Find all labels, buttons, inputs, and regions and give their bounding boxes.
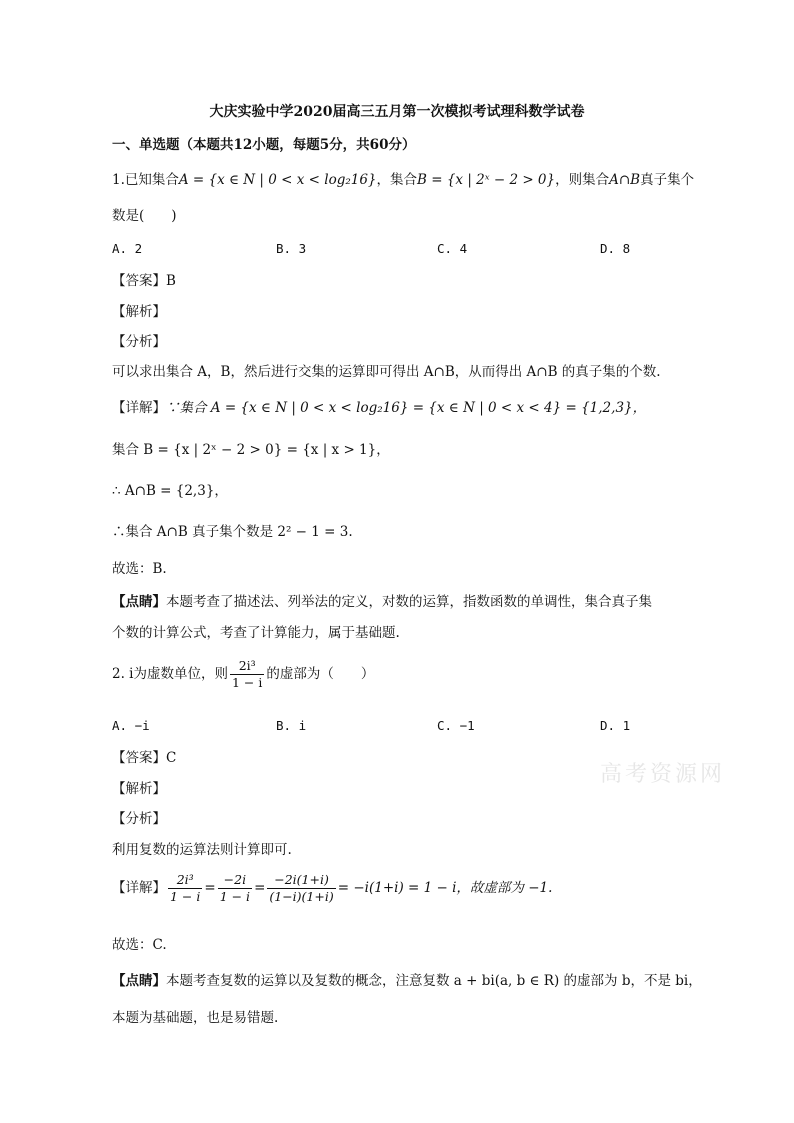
q1-stem-tail: 真子集个 [640,172,695,188]
q2-detail-line [112,872,552,905]
q1-answer: 【答案】B [112,273,176,289]
q1-comment1: 本题考查了描述法、列举法的定义，对数的运算，指数函数的单调性，集合真子集 [166,594,652,610]
q2-stem [112,658,374,691]
q2-analysis: 利用复数的运算法则计算即可. [112,842,292,858]
q1-stem-suffix: ，则集合 [555,172,610,188]
q2-jiexi: 【解析】 [112,781,166,797]
q1-detail1: ∵集合 A = {x ∈ N | 0 < x < log₂16} = {x ∈ N | 0 < x < 4} = {1,2,3}， [166,400,647,416]
q2-detail-frac1 [168,872,202,905]
q2-answer: 【答案】C [112,750,177,766]
q2-f2-num: −2i [218,872,252,889]
q1-detail3: ∴ A∩B = {2,3}， [112,483,228,499]
q2-detail-label: 【详解】 [112,880,166,896]
q2-eq-sign-1: = [204,880,216,896]
q2-fraction [230,658,264,691]
q2-option-c: C. −1 [437,718,475,733]
q1-stem-line2: 数是( ) [112,208,177,224]
q1-comment2: 个数的计算公式，考查了计算能力，属于基础题. [112,625,400,641]
q1-jiexi: 【解析】 [112,304,166,320]
q2-detail-frac2 [218,872,252,905]
q2-comment-line1 [112,973,702,989]
q2-f1-den: 1 − i [170,889,201,904]
q2-eq-sign-2: = [254,880,266,896]
q2-detail-tail: = −i(1+i) = 1 − i，故虚部为 −1. [337,880,553,896]
q1-intersect: A∩B [609,172,641,188]
q2-stem-suffix: 的虚部为（ ） [266,666,375,682]
q1-stem-prefix: 1.已知集合 [112,172,179,188]
q1-comment-line1 [112,594,652,610]
q1-option-d: D. 8 [600,241,631,256]
q2-option-a: A. −i [112,718,150,733]
document-title: 大庆实验中学2020届高三五月第一次模拟考试理科数学试卷 [209,104,585,120]
q1-detail2: 集合 B = {x | 2ˣ − 2 > 0} = {x | x > 1}， [112,442,390,458]
q2-comment-label: 【点睛】 [112,973,166,989]
q1-option-b: B. 3 [276,241,307,256]
q1-option-c: C. 4 [437,241,468,256]
q1-detail4: ∴集合 A∩B 真子集个数是 2² − 1 = 3. [112,524,353,540]
q2-fenxi: 【分析】 [112,811,166,827]
watermark-text: 高考资源网 [600,762,726,787]
q1-analysis: 可以求出集合 A，B，然后进行交集的运算即可得出 A∩B，从而得出 A∩B 的真子集的个数. [112,364,661,380]
q1-stem [112,172,694,188]
q1-option-a: A. 2 [112,241,143,256]
q2-option-d: D. 1 [600,718,631,733]
q2-comment2: 本题为基础题，也是易错题. [112,1010,279,1026]
q2-f2-den: 1 − i [219,889,251,904]
q1-comment-label: 【点睛】 [112,594,166,610]
q1-set-a: A = {x ∈ N | 0 < x < log₂16} [178,172,377,188]
q2-f3-num: −2i(1+i) [267,872,335,889]
q2-comment1: 本题考查复数的运算以及复数的概念，注意复数 a + bi(a, b ∈ R) 的虚部为 b，不是 bi， [166,973,702,989]
q2-frac-den: 1 − i [232,675,263,690]
q1-set-b: B = {x | 2ˣ − 2 > 0} [417,172,556,188]
q1-choose: 故选：B. [112,561,167,577]
q1-detail-label: 【详解】 [112,400,166,416]
q2-detail-frac3 [267,872,335,905]
q2-f3-den: (1−i)(1+i) [269,889,334,904]
q2-option-b: B. i [276,718,307,733]
q1-detail-line1 [112,400,646,416]
q2-stem-prefix: 2. i为虚数单位，则 [112,666,228,682]
q1-fenxi: 【分析】 [112,334,166,350]
section-heading: 一、单选题（本题共12小题，每题5分，共60分） [112,137,416,153]
q2-f1-num: 2i³ [168,872,202,889]
q2-choose: 故选：C. [112,937,167,953]
q1-stem-mid: ，集合 [376,172,418,188]
q2-frac-num: 2i³ [230,658,264,675]
